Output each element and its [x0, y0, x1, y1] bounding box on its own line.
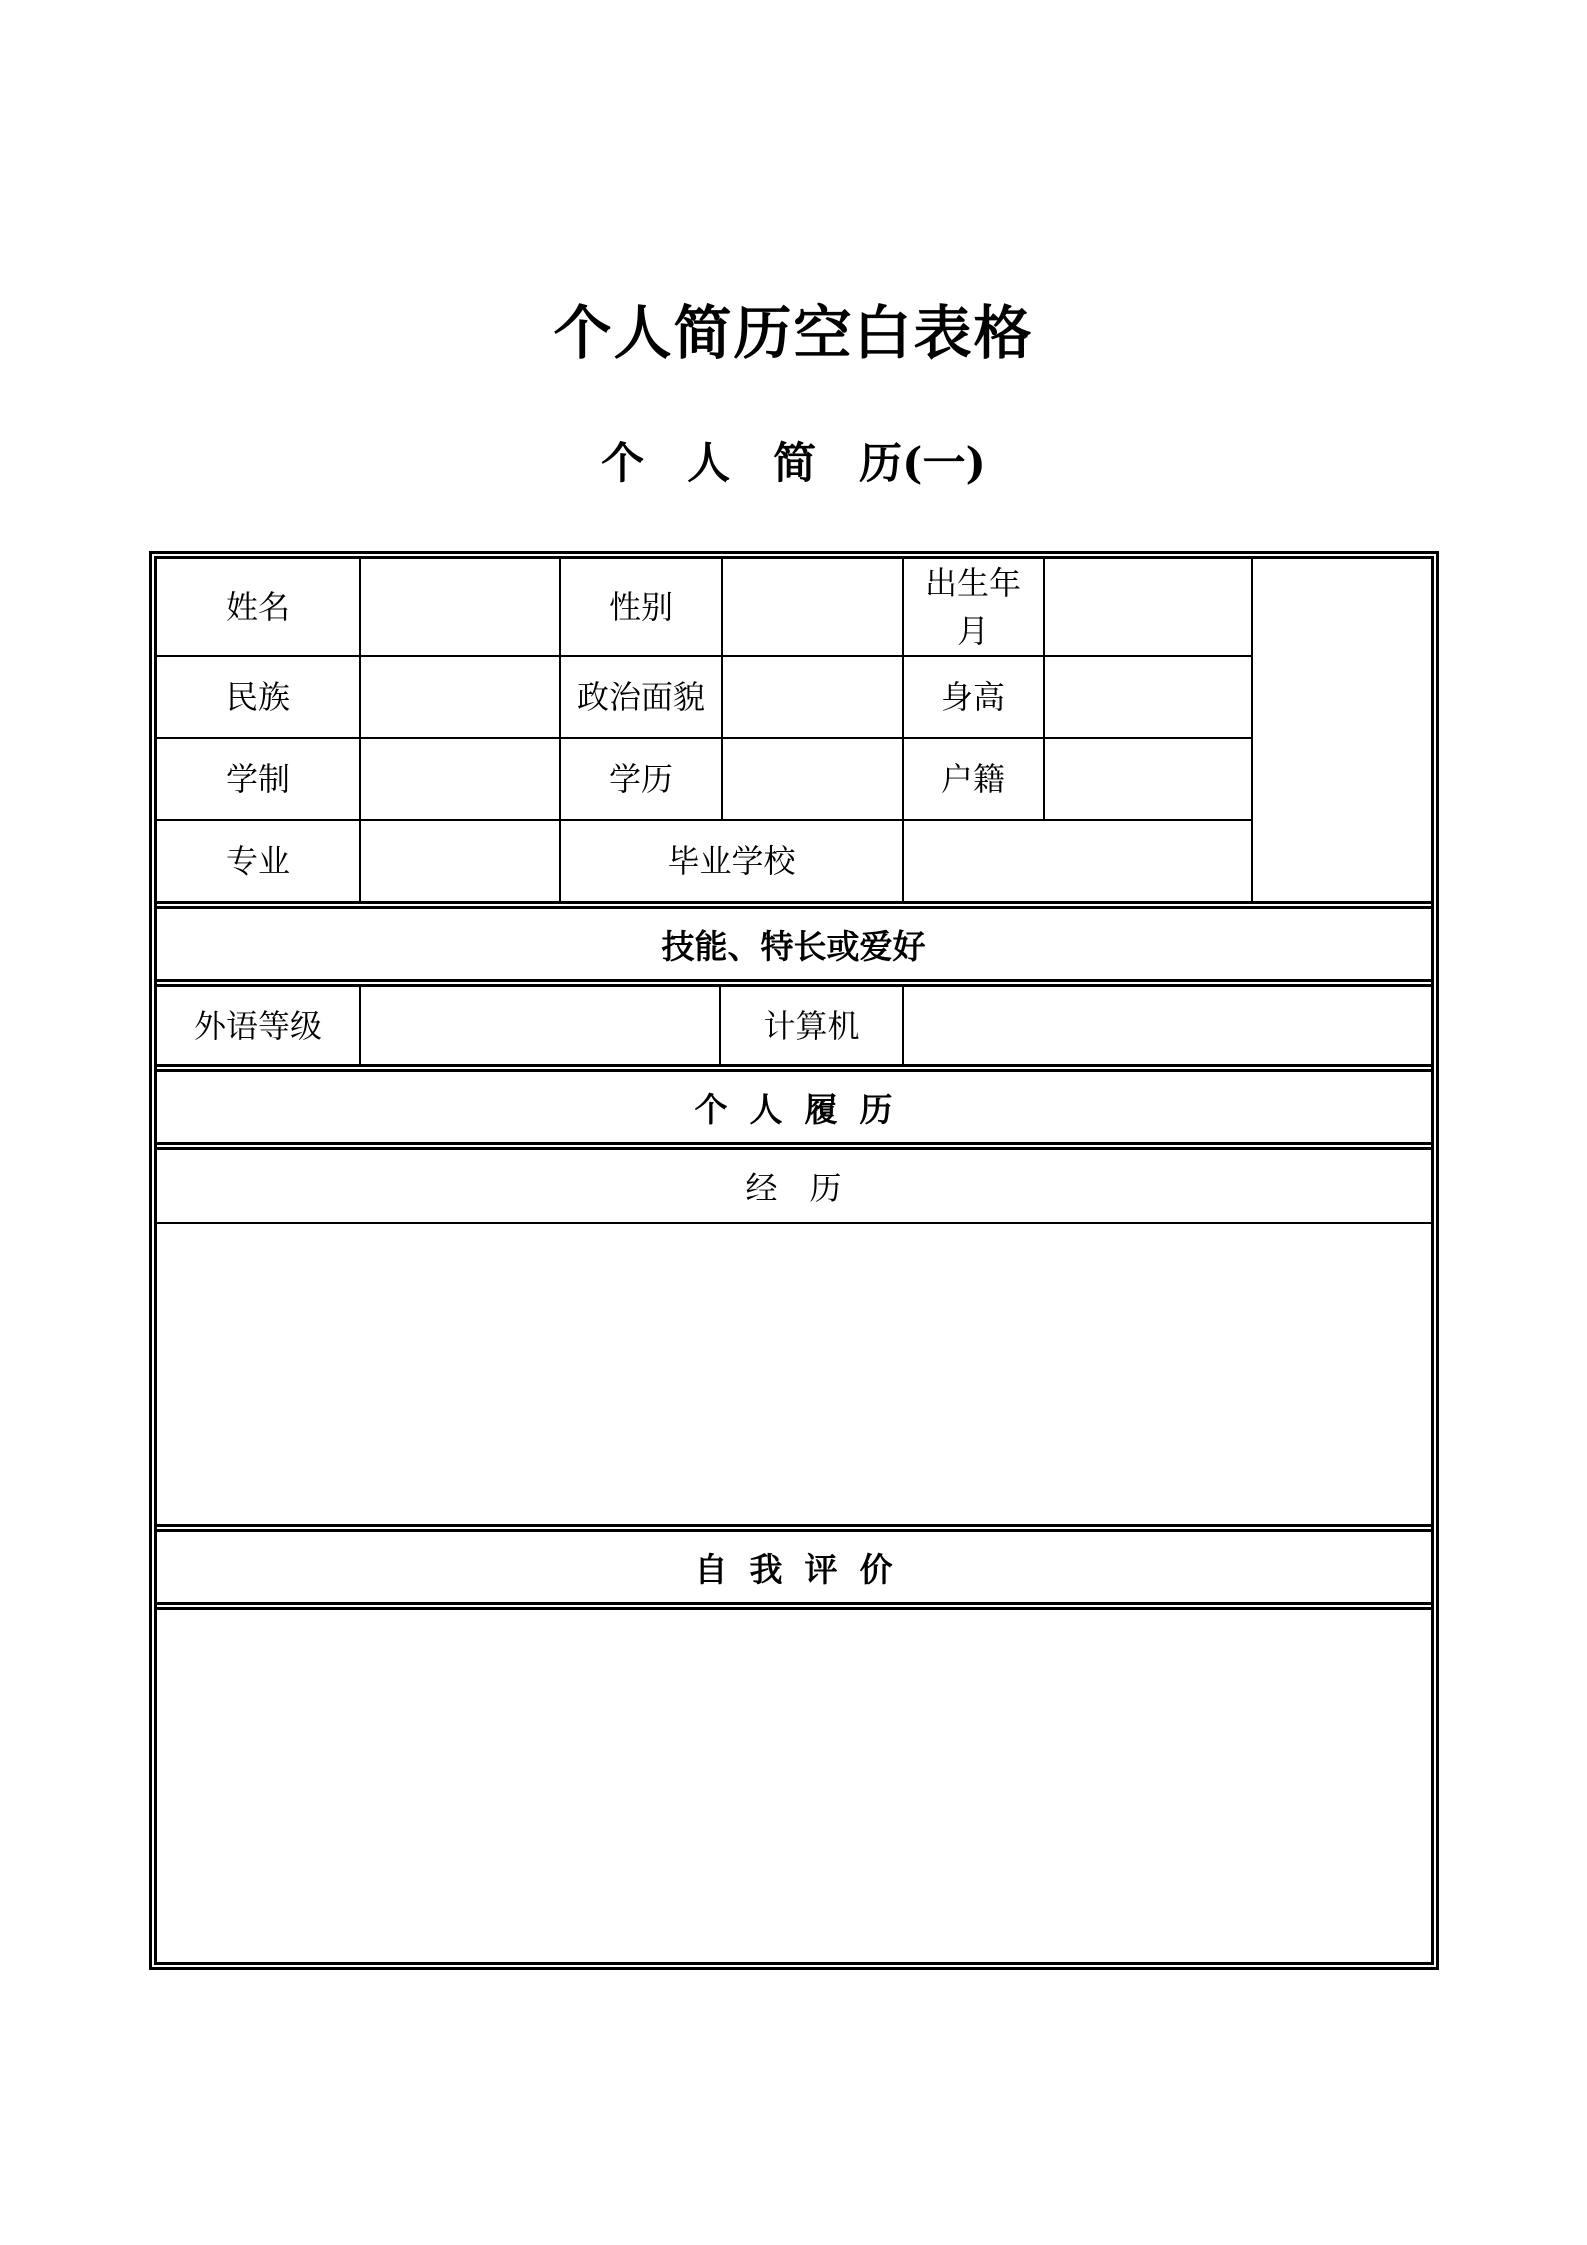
experience-header: 经 历: [157, 1150, 1431, 1224]
history-header: 个人履历: [157, 1064, 1431, 1142]
computer-input-cell[interactable]: [903, 987, 1431, 1064]
residence-input-cell[interactable]: [1044, 738, 1252, 820]
residence-label: 户籍: [903, 738, 1044, 820]
education-input-cell[interactable]: [722, 738, 903, 820]
schooling-length-label: 学制: [157, 738, 361, 820]
evaluation-header: 自我评价: [157, 1524, 1431, 1602]
schooling-length-input-cell[interactable]: [360, 738, 560, 820]
major-label: 专业: [157, 820, 361, 901]
political-status-input-cell[interactable]: [722, 656, 903, 738]
gender-input-cell[interactable]: [722, 559, 903, 656]
table-row: [157, 987, 1431, 1064]
language-level-label: 外语等级: [157, 987, 361, 1064]
ethnicity-input-cell[interactable]: [360, 656, 560, 738]
height-label: 身高: [903, 656, 1044, 738]
table-row: [157, 820, 1431, 901]
table-row: [157, 656, 1431, 738]
resume-form: [149, 551, 1439, 1970]
major-input-cell[interactable]: [360, 820, 560, 901]
name-label: 姓名: [157, 559, 361, 656]
skills-header: 技能、特长或爱好: [157, 901, 1431, 979]
table-row: [157, 738, 1431, 820]
height-input-cell[interactable]: [1044, 656, 1252, 738]
computer-label: 计算机: [720, 987, 902, 1064]
graduate-school-input-cell[interactable]: [903, 820, 1252, 901]
birthdate-label: 出生年月: [903, 559, 1044, 656]
language-computer-section: [157, 979, 1431, 1064]
language-computer-table: [157, 987, 1431, 1064]
gender-label: 性别: [560, 559, 721, 656]
education-label: 学历: [560, 738, 721, 820]
photo-cell[interactable]: [1252, 559, 1431, 901]
experience-section: [157, 1142, 1431, 1524]
ethnicity-label: 民族: [157, 656, 361, 738]
birthdate-input-cell[interactable]: [1044, 559, 1252, 656]
section-title: 个 人 简 历(一): [601, 439, 986, 489]
name-input-cell[interactable]: [360, 559, 560, 656]
evaluation-input-area[interactable]: [157, 1602, 1431, 1962]
graduate-school-label: 毕业学校: [560, 820, 902, 901]
basic-info-table: [157, 559, 1431, 901]
experience-input-area[interactable]: [157, 1224, 1431, 1524]
page-title: 个人简历空白表格: [553, 299, 1034, 367]
language-level-input-cell[interactable]: [360, 987, 720, 1064]
political-status-label: 政治面貌: [560, 656, 721, 738]
table-row: [157, 559, 1431, 656]
basic-info-section: [157, 559, 1431, 901]
